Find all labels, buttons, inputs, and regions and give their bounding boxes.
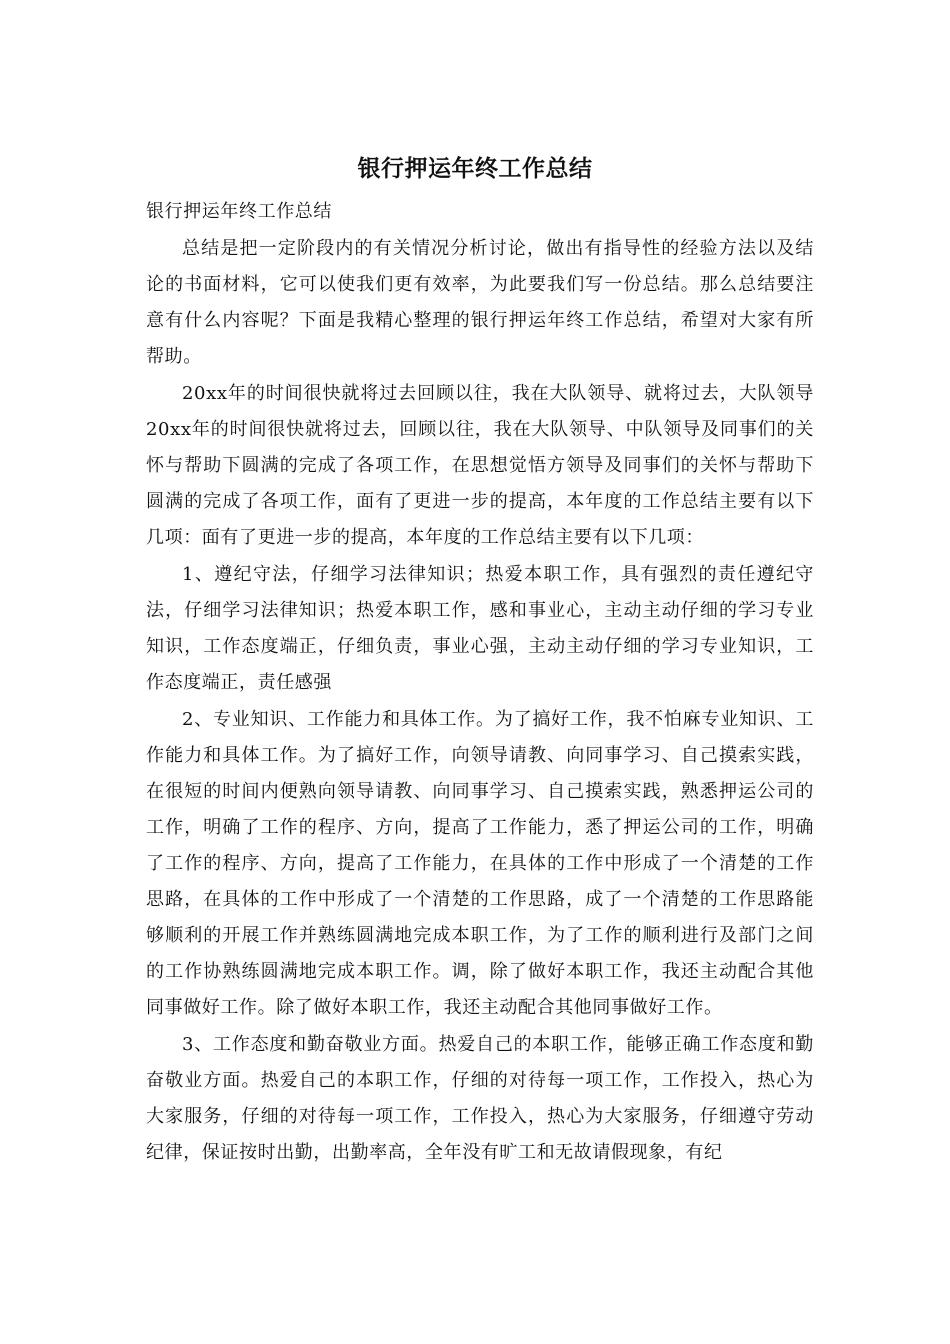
- paragraph-item-2: 2、专业知识、工作能力和具体工作。为了搞好工作，我不怕麻专业知识、工作能力和具体工作。为了搞好工作，向领导请教、向同事学习、自己摸索实践，在很短的时间内便熟向领导请教、向同事学习、自己摸索实践，熟悉押运公司的工作，明确了工作的程序、方向，提高了工作能力，悉了押运公司的工作，明确了工作的程序、方向，提高了工作能力，在具体的工作中形成了一个清楚的工作思路，在具体的工作中形成了一个清楚的工作思路，成了一个清楚的工作思路能够顺利的开展工作并熟练圆满地完成本职工作，为了工作的顺利进行及部门之间的工作协熟练圆满地完成本职工作。调，除了做好本职工作，我还主动配合其他同事做好工作。除了做好本职工作，我还主动配合其他同事做好工作。: [146, 709, 814, 1018]
- paragraph-intro: 总结是把一定阶段内的有关情况分析讨论，做出有指导性的经验方法以及结论的书面材料，它可以使我们更有效率，为此要我们写一份总结。那么总结要注意有什么内容呢？下面是我精心整理的银行押运年终工作总结，希望对大家有所帮助。: [146, 238, 814, 367]
- paragraph-item-3: 3、工作态度和勤奋敬业方面。热爱自己的本职工作，能够正确工作态度和勤奋敬业方面。热爱自己的本职工作，仔细的对待每一项工作，工作投入，热心为大家服务，仔细的对待每一项工作，工作投入，热心为大家服务，仔细遵守劳动纪律，保证按时出勤，出勤率高，全年没有旷工和无故请假现象，有纪: [146, 1034, 814, 1163]
- paragraph-item-1: 1、遵纪守法，仔细学习法律知识；热爱本职工作，具有强烈的责任遵纪守法，仔细学习法律知识；热爱本职工作，感和事业心，主动主动仔细的学习专业知识，工作态度端正，仔细负责，事业心强，主动主动仔细的学习专业知识，工作态度端正，责任感强: [146, 564, 814, 693]
- document-body: [146, 194, 814, 1172]
- document-subtitle: 银行押运年终工作总结: [146, 201, 332, 222]
- paragraph-overview: 20xx年的时间很快就将过去回顾以往，我在大队领导、就将过去，大队领导20xx年的时间很快就将过去，回顾以往，我在大队领导、中队领导及同事们的关怀与帮助下圆满的完成了各项工作，在思想觉悟方领导及同事们的关怀与帮助下圆满的完成了各项工作，面有了更进一步的提高，本年度的工作总结主要有以下几项：面有了更进一步的提高，本年度的工作总结主要有以下几项：: [146, 383, 814, 548]
- document-title: 银行押运年终工作总结: [357, 155, 593, 182]
